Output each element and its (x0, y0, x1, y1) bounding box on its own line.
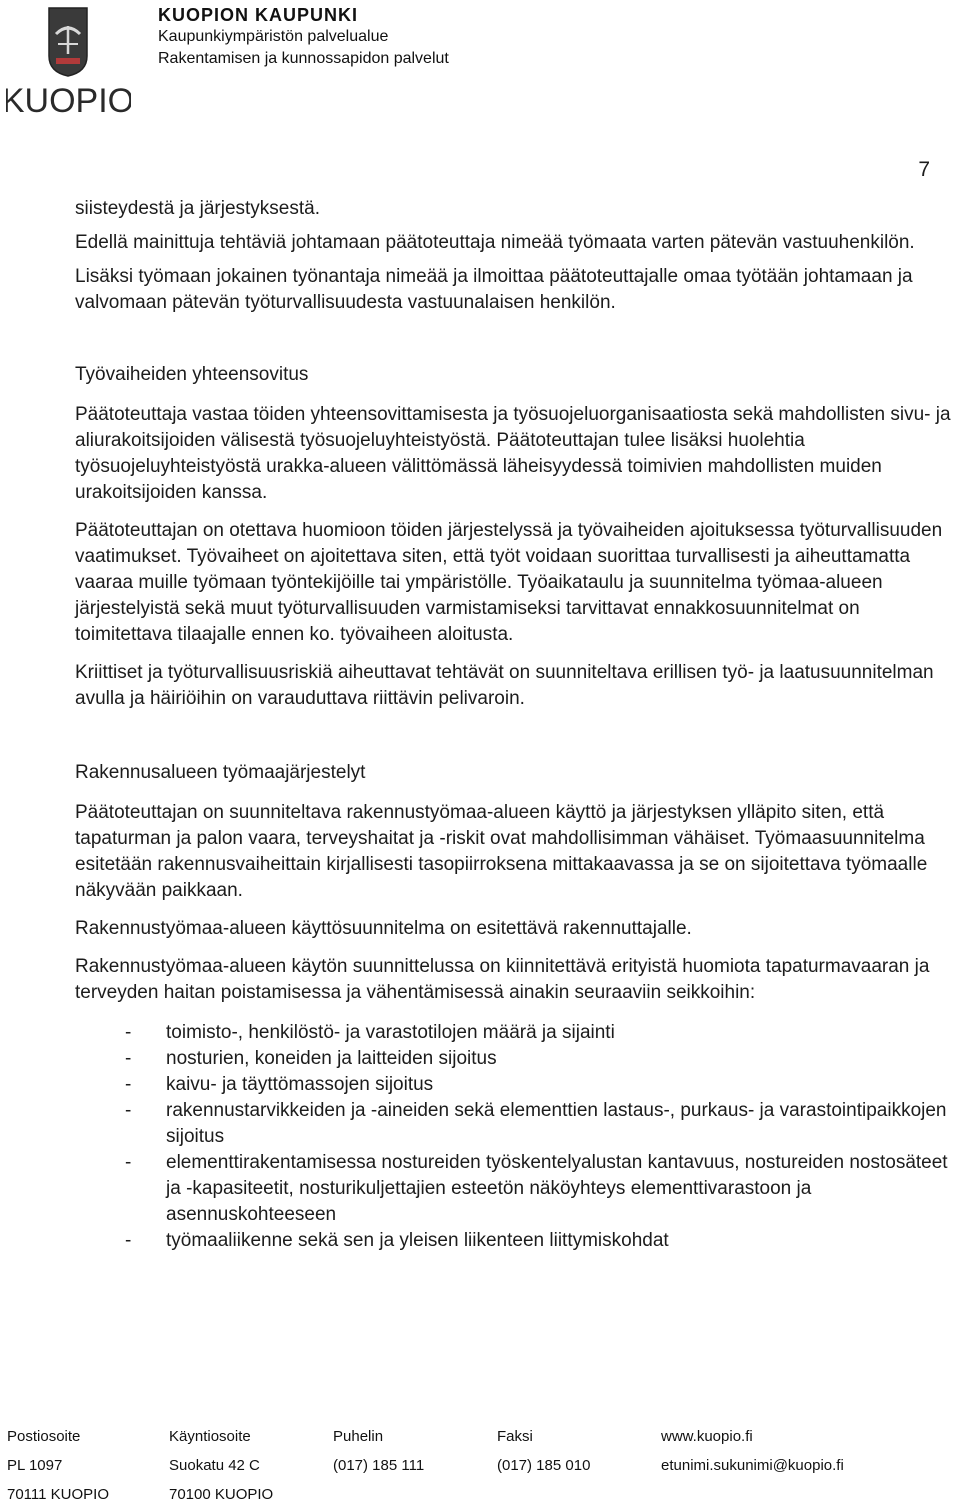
paragraph: Rakennustyömaa-alueen käyttösuunnitelma on esitettävä rakennuttajalle. (75, 918, 692, 939)
dash-marker: - (125, 1230, 132, 1251)
footer-street-address: Suokatu 42 C (169, 1457, 260, 1474)
paragraph: Rakennustyömaa-alueen käytön suunnittelussa on kiinnitettävä erityistä huomiota tapaturmavaaran ja terveyden haitan poistamisessa ja vähentämisessä ainakin seuraaviin seikkoihin: (75, 956, 930, 1003)
footer-website-link[interactable]: www.kuopio.fi (661, 1428, 753, 1445)
dash-marker: - (125, 1048, 132, 1069)
paragraph: Päätoteuttajan on otettava huomioon töiden järjestelyssä ja työvaiheiden ajoituksessa työturvallisuuden vaatimukset. Työvaiheet on ajoitettava siten, että työt voidaan suorittaa turvallisesti ja aiheuttamatta vaaraa muille työmaan työntekijöille tai ympäristölle. Työaikataulu ja suunnitelma työmaa-alueen järjestelyistä sekä muut työturvallisuuden varmistamiseksi tarvittavat ennakkosuunnitelmat on toimitettava tilaajalle ennen ko. työvaiheen aloitusta. (75, 520, 943, 645)
footer-postal-city: 70111 KUOPIO (7, 1486, 109, 1503)
dash-marker: - (125, 1100, 132, 1121)
paragraph: Lisäksi työmaan jokainen työnantaja nimeää ja ilmoittaa päätoteuttajalle omaa työtään johtamaan ja valvomaan pätevän työturvallisuudesta vastuunalaisen henkilön. (75, 266, 913, 313)
footer-labels-row (7, 1422, 957, 1451)
page-footer (7, 1422, 957, 1509)
footer-city-row (7, 1480, 957, 1509)
list-item: - kaivu- ja täyttömassojen sijoitus (75, 1072, 955, 1098)
organization-header (158, 4, 449, 70)
logo-wordmark: KUOPIO (6, 82, 131, 120)
dash-list (75, 1020, 955, 1254)
list-item: - rakennustarvikkeiden ja -aineiden sekä elementtien lastaus-, purkaus- ja varastointipaikkojen sijoitus (125, 1100, 947, 1147)
paragraph: Päätoteuttajan on suunniteltava rakennustyömaa-alueen käyttö ja järjestyksen ylläpito siten, että tapaturman ja palon vaara, terveyshaitat ja -riskit ovat mahdollisimman vähäiset. Työmaasuunnitelma esitetään rakennusvaiheittain kirjallisesti tasopiirroksena mittakaavassa ja se on sijoitettava työmaalle näkyvään paikkaan. (75, 802, 928, 901)
footer-label-visiting: Käyntiosoite (169, 1428, 251, 1445)
list-item: - nosturien, koneiden ja laitteiden sijoitus (75, 1046, 955, 1072)
paragraph: siisteydestä ja järjestyksestä. (75, 198, 320, 219)
footer-values-row (7, 1451, 957, 1480)
dash-marker: - (125, 1152, 132, 1173)
paragraph: Kriittiset ja työturvallisuusriskiä aiheuttavat tehtävät on suunniteltava erillisen työ- ja laatusuunnitelman avulla ja häiriöihin on varauduttava riittävin pelivaroin. (75, 662, 934, 709)
org-division: Kaupunkiympäristön palvelualue (158, 28, 389, 45)
list-item: - työmaaliikenne sekä sen ja yleisen liikenteen liittymiskohdat (75, 1228, 955, 1254)
footer-label-fax: Faksi (497, 1428, 533, 1445)
org-name: KUOPION KAUPUNKI (158, 5, 359, 25)
footer-phone-number: (017) 185 111 (333, 1457, 425, 1474)
list-item: - toimisto-, henkilöstö- ja varastotilojen määrä ja sijainti (75, 1020, 955, 1046)
page-number: 7 (918, 158, 930, 181)
paragraph: Edellä mainittuja tehtäviä johtamaan päätoteuttaja nimeää työmaata varten pätevän vastuuhenkilön. (75, 232, 915, 253)
document-body (75, 196, 955, 1254)
dash-marker: - (125, 1022, 132, 1043)
section-heading: Työvaiheiden yhteensovitus (75, 364, 309, 385)
section-heading: Rakennusalueen työmaajärjestelyt (75, 762, 366, 783)
footer-email-link[interactable]: etunimi.sukunimi@kuopio.fi (661, 1457, 844, 1474)
org-unit: Rakentamisen ja kunnossapidon palvelut (158, 50, 449, 67)
kuopio-logo (6, 4, 131, 124)
footer-label-postal: Postiosoite (7, 1428, 81, 1445)
footer-fax-number: (017) 185 010 (497, 1457, 591, 1474)
list-item: - elementtirakentamisessa nostureiden työskentelyalustan kantavuus, nostureiden nostosäteet ja -kapasiteetit, nosturikuljettajien esteetön näköyhteys elementtivarastoon ja asennuskohteeseen (125, 1152, 948, 1225)
footer-po-box: PL 1097 (7, 1457, 63, 1474)
footer-label-phone: Puhelin (333, 1428, 384, 1445)
paragraph: Päätoteuttaja vastaa töiden yhteensovittamisesta ja työsuojeluorganisaatiosta sekä mahdollisten sivu- ja aliurakoitsijoiden välisestä työsuojeluyhteistyöstä. Päätoteuttajan tulee lisäksi huolehtia työsuojeluyhteistyöstä urakka-alueen välittömässä läheisyydessä toimivien mahdollisten muiden urakoitsijoiden kanssa. (75, 404, 951, 503)
dash-marker: - (125, 1074, 132, 1095)
footer-visiting-city: 70100 KUOPIO (169, 1486, 274, 1503)
